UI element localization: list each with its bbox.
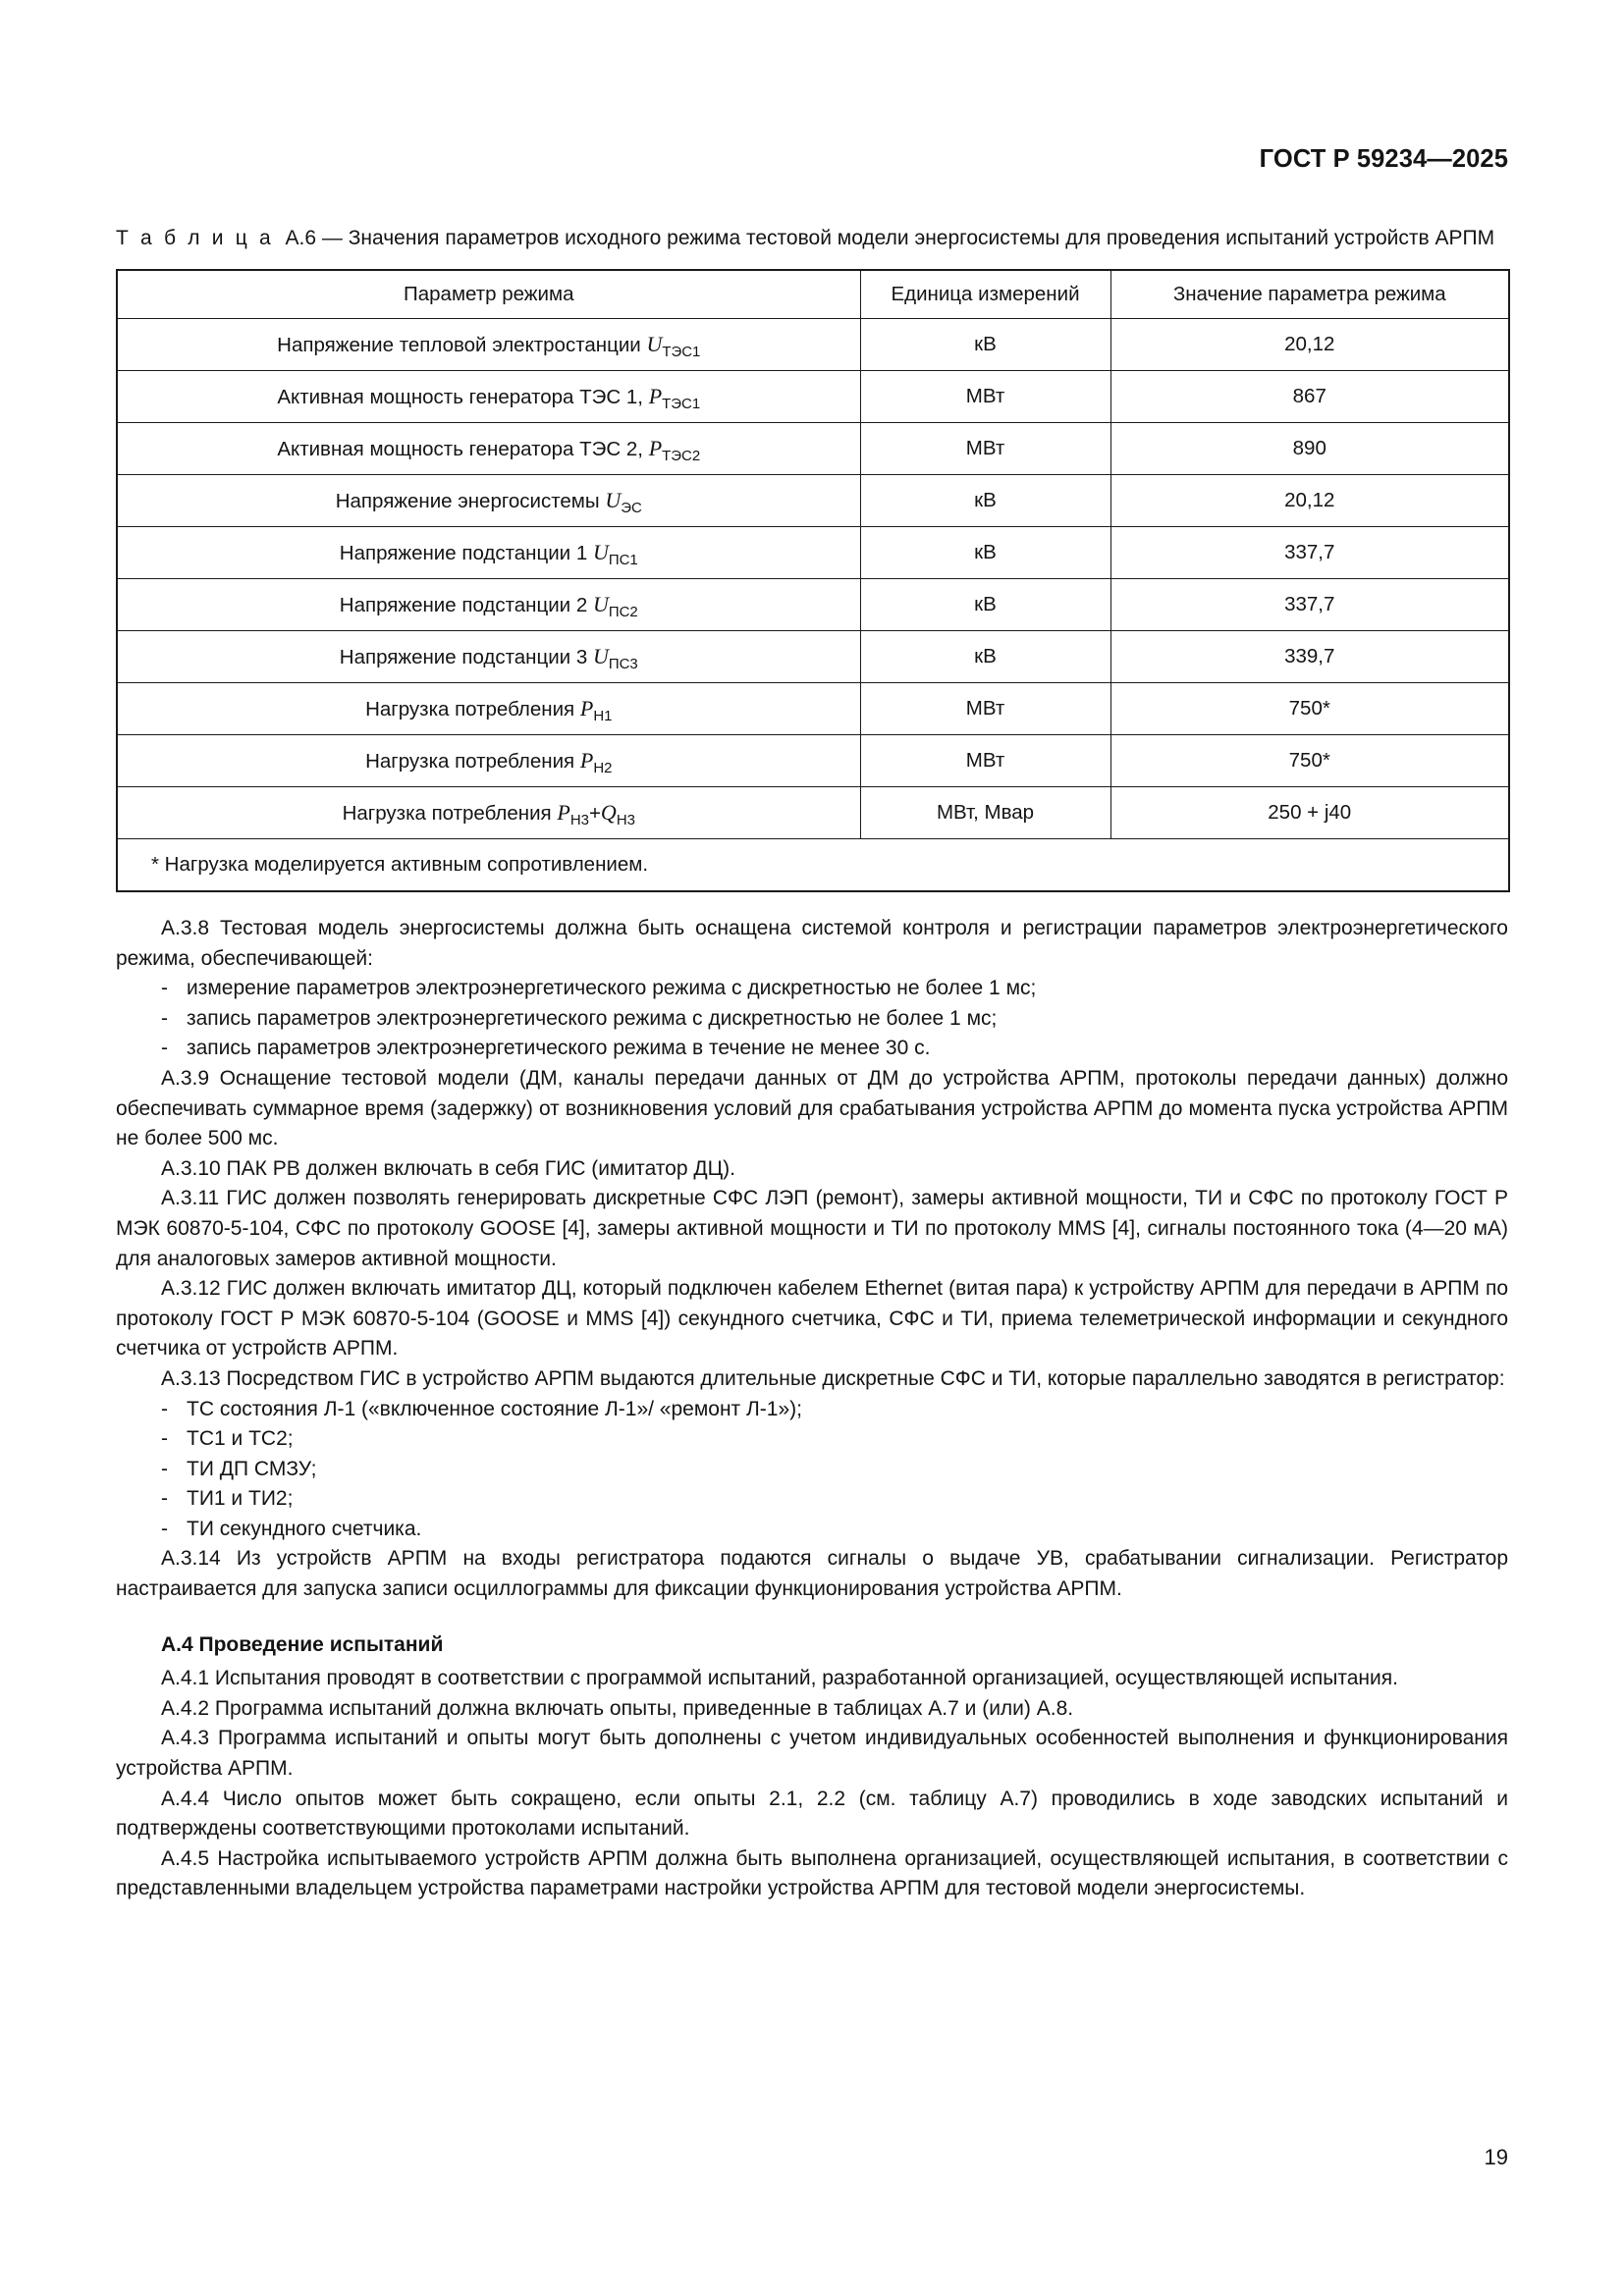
list-item-label: ТС1 и ТС2;	[187, 1427, 294, 1451]
cell-parameter	[117, 579, 860, 631]
cell-parameter	[117, 735, 860, 787]
table-caption-dash: —	[321, 227, 343, 249]
table-row	[117, 787, 1509, 839]
param-text: Напряжение энергосистемы	[335, 489, 600, 512]
list-item-label: ТИ ДП СМЗУ;	[187, 1457, 317, 1480]
cell-parameter	[117, 527, 860, 579]
dash-marker: -	[161, 1006, 168, 1030]
list-item	[116, 1515, 1508, 1545]
dash-marker: -	[161, 1427, 168, 1451]
dash-marker: -	[161, 1517, 168, 1540]
cell-parameter	[117, 787, 860, 839]
column-header-parameter: Параметр режима	[117, 270, 860, 319]
table-head	[117, 270, 1509, 319]
cell-unit: МВт	[860, 371, 1110, 423]
cell-unit: кВ	[860, 475, 1110, 527]
cell-value: 339,7	[1110, 631, 1509, 683]
cell-parameter	[117, 475, 860, 527]
column-header-value: Значение параметра режима	[1110, 270, 1509, 319]
cell-value: 750*	[1110, 735, 1509, 787]
cell-unit: МВт	[860, 683, 1110, 735]
dash-marker: -	[161, 1487, 168, 1511]
table-body	[117, 319, 1509, 892]
cell-unit: кВ	[860, 319, 1110, 371]
cell-value: 867	[1110, 371, 1509, 423]
param-subscript: Н2	[593, 759, 613, 776]
cell-unit: кВ	[860, 579, 1110, 631]
list-item-label: ТС состояния Л-1 («включенное состояние Л-1»/ «ремонт Л-1»);	[187, 1397, 802, 1420]
table-row	[117, 319, 1509, 371]
param-subscript: ЭС	[621, 499, 642, 516]
list-a-3-13	[116, 1395, 1508, 1545]
table-header-row	[117, 270, 1509, 319]
table-row	[117, 631, 1509, 683]
param-subscript-2: Н3	[616, 811, 635, 828]
param-text: Нагрузка потребления	[365, 749, 575, 773]
list-item	[116, 1004, 1508, 1035]
param-text: Активная мощность генератора ТЭС 1,	[277, 385, 643, 408]
section-heading-a-4: А.4 Проведение испытаний	[161, 1632, 444, 1656]
paragraph-a-3-8: А.3.8 Тестовая модель энергосистемы должна быть оснащена системой контроля и регистрации параметров электроэнергетического режима, обеспечивающей:	[116, 917, 1508, 970]
param-symbol-letter: P	[579, 747, 594, 773]
parameters-table	[116, 269, 1510, 892]
cell-unit: МВт	[860, 735, 1110, 787]
paragraph-a-3-11: А.3.11 ГИС должен позволять генерировать дискретные СФС ЛЭП (ремонт), замеры активной мощности, ТИ и СФС по протоколу ГОСТ Р МЭК 60870-5-104, СФС по протоколу GOOSE [4], замеры активной мощности и ТИ по протоколу MMS [4], сигналы постоянного тока (4—20 мА) для аналоговых замеров активной мощности.	[116, 1187, 1508, 1270]
cell-parameter	[117, 683, 860, 735]
table-row	[117, 683, 1509, 735]
param-symbol-letter: P	[557, 799, 570, 825]
param-symbol	[557, 799, 589, 828]
table-caption-text: Значения параметров исходного режима тестовой модели энергосистемы для проведения испытаний устройств АРПМ	[348, 227, 1495, 249]
param-symbol	[592, 591, 638, 620]
cell-value: 20,12	[1110, 319, 1509, 371]
param-symbol-letter: U	[592, 591, 609, 616]
param-symbol-letter: U	[605, 487, 622, 512]
running-header-standard-number: ГОСТ Р 59234—2025	[1259, 145, 1508, 173]
paragraph-a-4-3: А.4.3 Программа испытаний и опыты могут быть дополнены с учетом индивидуальных особенностей выполнения и функционирования устройства АРПМ.	[116, 1727, 1508, 1781]
param-symbol	[579, 695, 613, 724]
dash-marker: -	[161, 977, 168, 1000]
param-symbol	[592, 643, 638, 672]
param-subscript: ПС3	[608, 655, 638, 672]
param-symbol	[605, 487, 642, 516]
param-symbol-letter: U	[592, 539, 609, 564]
paragraph-a-3-13: А.3.13 Посредством ГИС в устройство АРПМ выдаются длительные дискретные СФС и ТИ, которые параллельно заводятся в регистратор:	[161, 1366, 1505, 1390]
param-text: Нагрузка потребления	[365, 697, 575, 721]
paragraph-a-3-10: А.3.10 ПАК РВ должен включать в себя ГИС (имитатор ДЦ).	[161, 1156, 735, 1180]
cell-parameter	[117, 631, 860, 683]
cell-unit: МВт	[860, 423, 1110, 475]
dash-marker: -	[161, 1397, 168, 1420]
param-text: Напряжение подстанции 3	[339, 645, 588, 668]
table-row	[117, 527, 1509, 579]
param-symbol	[579, 747, 613, 776]
table-caption-label: Т а б л и ц а	[116, 227, 274, 249]
dash-marker: -	[161, 1457, 168, 1480]
param-subscript: ПС2	[608, 603, 638, 620]
param-symbol-letter: P	[648, 435, 663, 460]
param-subscript: ТЭС1	[662, 395, 701, 412]
table-row	[117, 371, 1509, 423]
page-content	[116, 224, 1508, 1904]
param-symbol	[648, 435, 701, 464]
param-subscript: ТЭС2	[662, 447, 701, 464]
paragraph-a-4-5: А.4.5 Настройка испытываемого устройств АРПМ должна быть выполнена организацией, осуществляющей испытания, в соответствии с представленными владельцем устройства параметрами настройки устройства АРПМ для тестовой модели энергосистемы.	[116, 1846, 1508, 1900]
param-symbol-letter: P	[579, 695, 594, 721]
cell-value: 337,7	[1110, 579, 1509, 631]
list-item-label: запись параметров электроэнергетического режима в течение не менее 30 с.	[187, 1037, 931, 1060]
param-subscript: ПС1	[608, 551, 638, 568]
body-text	[116, 914, 1508, 1904]
cell-parameter	[117, 423, 860, 475]
param-symbol-letter: P	[648, 383, 663, 408]
page-number: 19	[1484, 2145, 1508, 2169]
cell-parameter	[117, 371, 860, 423]
paragraph-a-3-14: А.3.14 Из устройств АРПМ на входы регистратора подаются сигналы о выдаче УВ, срабатывании сигнализации. Регистратор настраивается для запуска записи осциллограммы для фиксации функционирования устройства АРПМ.	[116, 1547, 1508, 1601]
list-item	[116, 1034, 1508, 1064]
cell-value: 337,7	[1110, 527, 1509, 579]
param-symbol-letter-2: Q	[600, 799, 617, 825]
cell-parameter	[117, 319, 860, 371]
cell-value: 890	[1110, 423, 1509, 475]
param-subscript: ТЭС1	[662, 343, 701, 360]
table-row	[117, 423, 1509, 475]
param-symbol	[648, 383, 701, 412]
list-item-label: измерение параметров электроэнергетического режима с дискретностью не более 1 мс;	[187, 977, 1037, 1000]
param-symbol-letter: U	[592, 643, 609, 668]
list-a-3-8	[116, 974, 1508, 1064]
table-footnote: * Нагрузка моделируется активным сопротивлением.	[117, 839, 1509, 892]
param-symbol	[646, 331, 701, 360]
param-subscript: Н1	[593, 707, 613, 724]
param-symbol	[592, 539, 638, 568]
paragraph-a-4-2: А.4.2 Программа испытаний должна включать опыты, приведенные в таблицах А.7 и (или) А.8.	[161, 1696, 1074, 1720]
list-item-label: ТИ1 и ТИ2;	[187, 1487, 294, 1511]
param-text: Активная мощность генератора ТЭС 2,	[277, 437, 643, 460]
list-item	[116, 1424, 1508, 1455]
list-item-label: запись параметров электроэнергетического режима с дискретностью не более 1 мс;	[187, 1006, 998, 1030]
cell-unit: кВ	[860, 631, 1110, 683]
param-text: Напряжение подстанции 1	[339, 541, 588, 564]
table-caption	[116, 224, 1508, 253]
param-text: Напряжение тепловой электростанции	[277, 333, 641, 356]
param-joiner: +	[588, 801, 601, 825]
param-text: Напряжение подстанции 2	[339, 593, 588, 616]
cell-value: 20,12	[1110, 475, 1509, 527]
paragraph-a-4-1: А.4.1 Испытания проводят в соответствии с программой испытаний, разработанной организацией, осуществляющей испытания.	[161, 1667, 1398, 1690]
cell-unit: кВ	[860, 527, 1110, 579]
table-row	[117, 475, 1509, 527]
param-subscript: Н3	[569, 811, 589, 828]
param-symbol-letter: U	[646, 331, 663, 356]
paragraph-a-4-4: А.4.4 Число опытов может быть сокращено, если опыты 2.1, 2.2 (см. таблицу А.7) проводились в ходе заводских испытаний и подтверждены соответствующими протоколами испытаний.	[116, 1787, 1508, 1841]
param-symbol-2	[600, 799, 635, 828]
paragraph-a-3-9: А.3.9 Оснащение тестовой модели (ДМ, каналы передачи данных от ДМ до устройства АРПМ, протоколы передачи данных) должно обеспечивать суммарное время (задержку) от возникновения условий для срабатывания устройства АРПМ до момента пуска устройства АРПМ не более 500 мс.	[116, 1066, 1508, 1150]
table-footnote-row	[117, 839, 1509, 892]
cell-value: 750*	[1110, 683, 1509, 735]
cell-value: 250 + j40	[1110, 787, 1509, 839]
dash-marker: -	[161, 1037, 168, 1060]
param-text: Нагрузка потребления	[342, 801, 552, 825]
column-header-unit: Единица измерений	[860, 270, 1110, 319]
list-item	[116, 1455, 1508, 1485]
table-row	[117, 579, 1509, 631]
list-item-label: ТИ секундного счетчика.	[187, 1517, 422, 1540]
list-item	[116, 1484, 1508, 1515]
table-row	[117, 735, 1509, 787]
paragraph-a-3-12: А.3.12 ГИС должен включать имитатор ДЦ, который подключен кабелем Ethernet (витая пара) к устройству АРПМ для передачи в АРПМ по протоколу ГОСТ Р МЭК 60870-5-104 (GOOSE и MMS [4]) секундного счетчика, СФС и ТИ, приема телеметрической информации и секундного счетчика от устройств АРПМ.	[116, 1277, 1508, 1361]
table-caption-number: А.6	[285, 227, 317, 249]
list-item	[116, 974, 1508, 1004]
list-item	[116, 1395, 1508, 1425]
cell-unit: МВт, Мвар	[860, 787, 1110, 839]
